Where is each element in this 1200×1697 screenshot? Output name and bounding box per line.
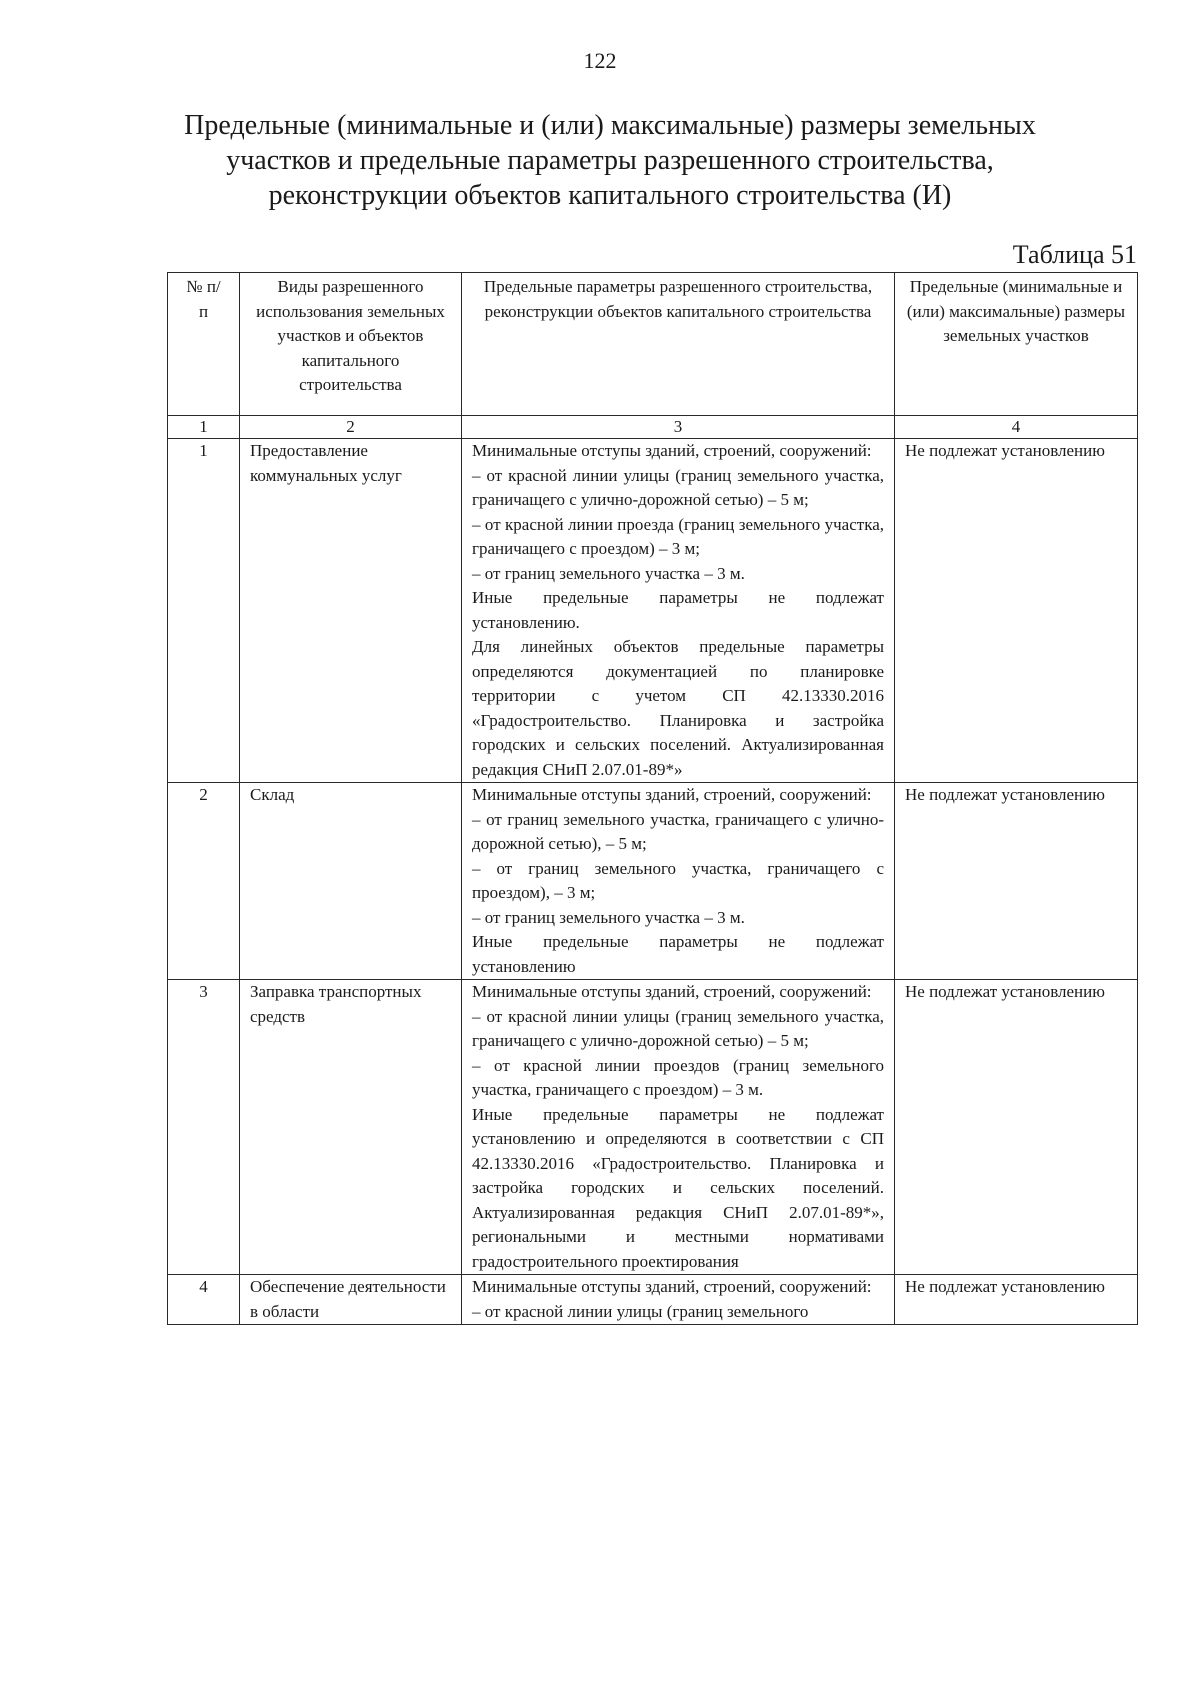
param-line: Иные предельные параметры не подлежат установлению — [472, 932, 884, 976]
param-line: – от красной линии улицы (границ земельного участка, граничащего с улично-дорожной сетью) – 5 м; — [472, 465, 884, 509]
row-params — [462, 439, 895, 783]
table-row — [168, 439, 1138, 783]
header-sizes: Предельные (минимальные и (или) максимальные) размеры земельных участков — [895, 273, 1138, 416]
param-line: Иные предельные параметры не подлежат установлению. — [472, 588, 884, 632]
row-params — [462, 980, 895, 1275]
row-sizes: Не подлежат установлению — [895, 1275, 1138, 1325]
param-line: – от красной линии проезда (границ земельного участка, граничащего с проездом) – 3 м; — [472, 514, 884, 558]
document-title — [160, 108, 1060, 213]
row-use-type: Заправка транспортных средств — [240, 980, 462, 1275]
table-row — [168, 783, 1138, 980]
title-line: участков и предельные параметры разрешенного строительства, — [226, 145, 994, 176]
param-line: Минимальные отступы зданий, строений, сооружений: — [472, 982, 872, 1001]
param-line: – от границ земельного участка – 3 м. — [472, 907, 745, 927]
param-line: – от границ земельного участка, граничащего с проездом), – 3 м; — [472, 858, 884, 902]
row-params — [462, 783, 895, 980]
row-use-type: Предоставление коммунальных услуг — [240, 439, 462, 783]
param-line: – от красной линии проездов (границ земельного участка, граничащего с проездом) – 3 м. — [472, 1055, 884, 1099]
table-row — [168, 1275, 1138, 1325]
row-number: 3 — [168, 980, 240, 1275]
row-params — [462, 1275, 895, 1325]
param-line: Для линейных объектов предельные параметры определяются документацией по планировке территории с учетом СП 42.13330.2016 «Градостроительство. Планировка и застройка городских и сельских поселений. Актуализированная редакция СНиП 2.07.01-89*» — [472, 637, 884, 779]
row-use-type: Обеспечение деятельности в области — [240, 1275, 462, 1325]
column-number: 2 — [240, 416, 462, 439]
table-row — [168, 980, 1138, 1275]
param-line: – от границ земельного участка, граничащего с улично-дорожной сетью), – 5 м; — [472, 809, 884, 853]
column-number: 3 — [462, 416, 895, 439]
title-line: Предельные (минимальные и (или) максимальные) размеры земельных — [184, 110, 1036, 141]
title-line: реконструкции объектов капитального строительства (И) — [268, 180, 952, 211]
param-line: – от границ земельного участка – 3 м. — [472, 563, 745, 583]
row-number: 1 — [168, 439, 240, 783]
header-use-type: Виды разрешенного использования земельных участков и объектов капитального строительства — [240, 273, 462, 416]
row-number: 4 — [168, 1275, 240, 1325]
param-line: Иные предельные параметры не подлежат установлению и определяются в соответствии с СП 42.13330.2016 «Градостроительство. Планировка и застройка городских и сельских поселений. Актуализированная редакция СНиП 2.07.01-89*», региональными и местными нормативами градостроительного проектирования — [472, 1104, 884, 1271]
header-number-text: № п/п — [186, 277, 221, 321]
column-number-row — [168, 416, 1138, 439]
row-number: 2 — [168, 783, 240, 980]
param-line: Минимальные отступы зданий, строений, сооружений: — [472, 785, 872, 804]
row-use-type: Склад — [240, 783, 462, 980]
row-sizes: Не подлежат установлению — [895, 980, 1138, 1275]
column-number: 1 — [168, 416, 240, 439]
table-caption: Таблица 51 — [1012, 240, 1137, 269]
header-number — [168, 273, 240, 416]
parameters-table — [167, 272, 1138, 1325]
param-line: – от красной линии улицы (границ земельного — [472, 1301, 809, 1321]
row-sizes: Не подлежат установлению — [895, 439, 1138, 783]
param-line: Минимальные отступы зданий, строений, сооружений: — [472, 441, 872, 460]
page-number: 122 — [583, 48, 617, 73]
param-line: Минимальные отступы зданий, строений, сооружений: — [472, 1277, 872, 1296]
param-line: – от красной линии улицы (границ земельного участка, граничащего с улично-дорожной сетью) – 5 м; — [472, 1006, 884, 1050]
column-number: 4 — [895, 416, 1138, 439]
table-header-row — [168, 273, 1138, 416]
row-sizes: Не подлежат установлению — [895, 783, 1138, 980]
header-params: Предельные параметры разрешенного строительства, реконструкции объектов капитального строительства — [462, 273, 895, 416]
